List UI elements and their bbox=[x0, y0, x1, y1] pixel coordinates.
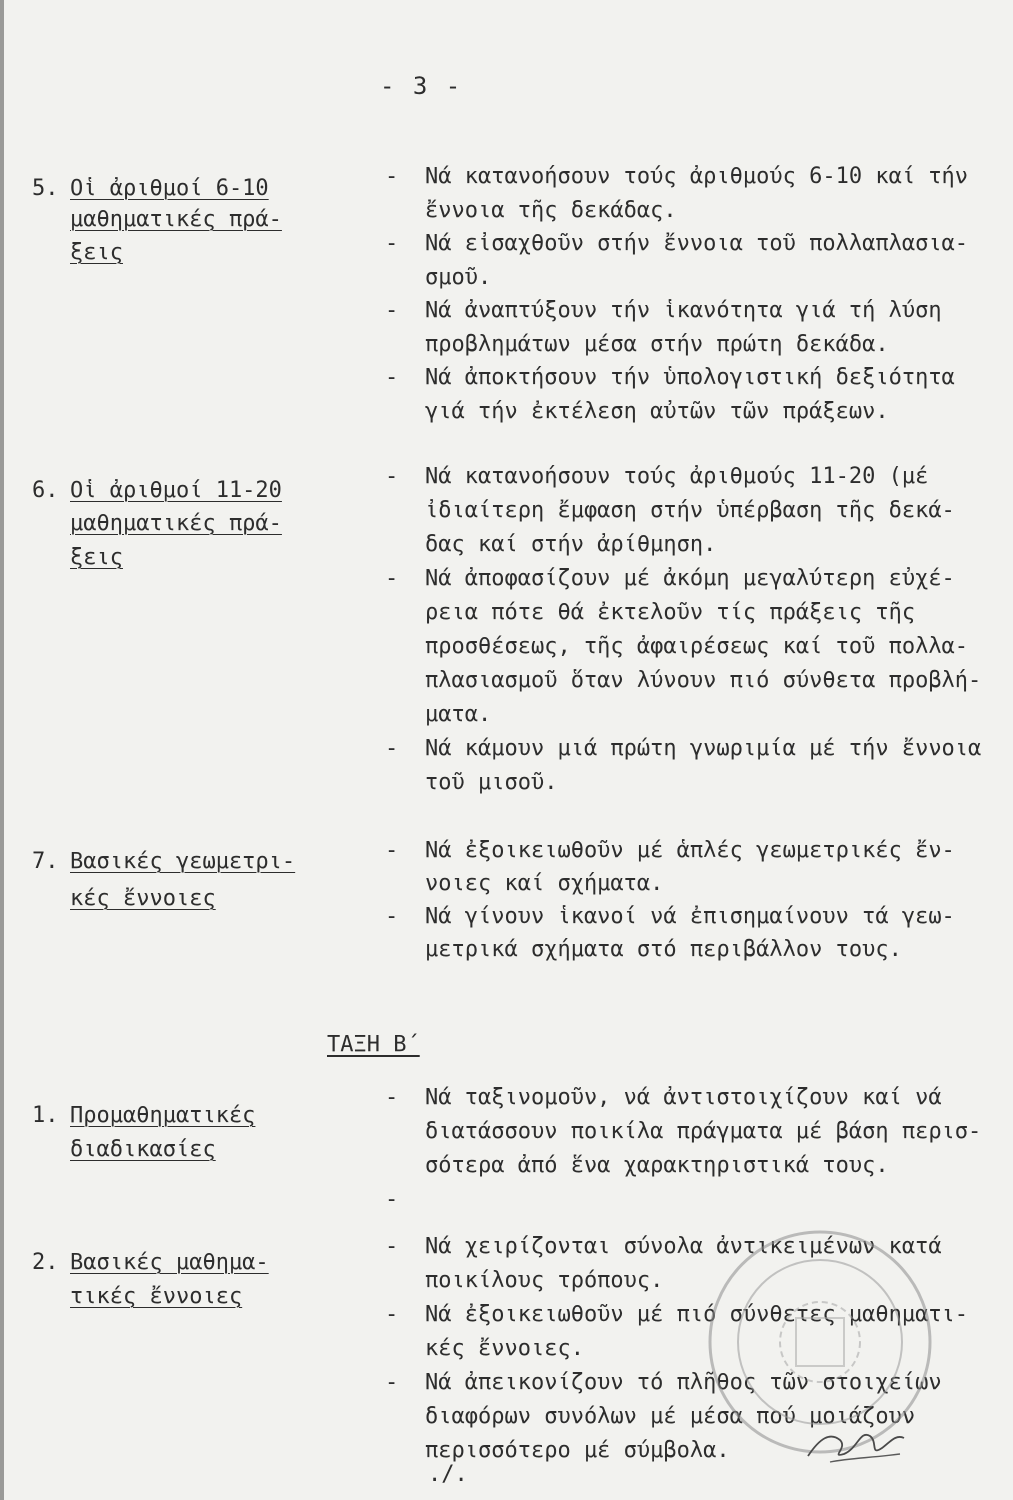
section-title-line: Προμαθηματικές bbox=[70, 1103, 256, 1128]
bullet-dash: - bbox=[385, 231, 399, 256]
bullet-dash: - bbox=[385, 1187, 399, 1212]
section-2-title bbox=[32, 1245, 332, 1314]
goal-line: περισσότερο μέ σύμβολα. bbox=[425, 1438, 730, 1463]
goal-line: Νά κατανοήσουν τούς ἀριθμούς 6-10 καί τήν bbox=[425, 164, 969, 189]
goal-line: προβλημάτων μέσα στήν πρώτη δεκάδα. bbox=[425, 331, 889, 357]
goal-line: ποικίλους τρόπους. bbox=[425, 1268, 664, 1293]
section-title-line: κές ἔννοιες bbox=[70, 886, 216, 911]
goal-line: μετρικά σχήματα στό περιβάλλον τους. bbox=[425, 937, 902, 962]
goal-line: ρεια πότε θά ἐκτελοῦν τίς πράξεις τῆς bbox=[425, 600, 916, 625]
goal-line: διαφόρων συνόλων μέ μέσα πού μοιάζουν bbox=[425, 1404, 916, 1429]
bullet-dash: - bbox=[385, 1234, 399, 1259]
goal-line: ἔννοια τῆς δεκάδας. bbox=[425, 197, 677, 223]
section-title-line: τικές ἔννοιες bbox=[70, 1284, 243, 1309]
goal-line: ματα. bbox=[425, 702, 492, 727]
section-1-goals bbox=[385, 1081, 1010, 1217]
section-title-line: ξεις bbox=[70, 545, 123, 570]
bullet-dash: - bbox=[385, 566, 399, 591]
section-number: 2. bbox=[32, 1250, 59, 1275]
section-title-line: Βασικές γεωμετρι- bbox=[70, 849, 296, 874]
bullet-dash: - bbox=[385, 164, 399, 189]
bullet-dash: - bbox=[385, 1085, 399, 1110]
section-7-goals bbox=[385, 834, 1010, 966]
section-5-goals bbox=[385, 160, 1010, 428]
goal-line: Νά ἀναπτύξουν τήν ἱκανότητα γιά τή λύση bbox=[425, 298, 942, 323]
section-number: 1. bbox=[32, 1103, 59, 1128]
section-title-line: Οἱ ἀριθμοί 6-10 bbox=[70, 176, 269, 201]
goal-line: κές ἔννοιες. bbox=[425, 1336, 584, 1361]
section-5-title bbox=[32, 174, 332, 270]
section-title-line: μαθηματικές πρά- bbox=[70, 207, 282, 232]
bullet-dash: - bbox=[385, 904, 399, 929]
goal-line: γιά τήν ἐκτέλεση αὐτῶν τῶν πράξεων. bbox=[425, 398, 889, 424]
bullet-dash: - bbox=[385, 736, 399, 761]
goal-line: σμοῦ. bbox=[425, 264, 492, 290]
goal-line: Νά ἐξοικειωθοῦν μέ πιό σύνθετες μαθηματι- bbox=[425, 1302, 969, 1327]
goal-line: διατάσσουν ποικίλα πράγματα μέ βάση περισ- bbox=[425, 1119, 982, 1144]
goal-line: Νά γίνουν ἱκανοί νά ἐπισημαίνουν τά γεω- bbox=[425, 904, 955, 929]
goal-line: Νά ταξινομοῦν, νά ἀντιστοιχίζουν καί νά bbox=[425, 1085, 942, 1110]
goal-line: Νά κάμουν μιά πρώτη γνωριμία μέ τήν ἔννοια bbox=[425, 736, 982, 761]
grade-heading: ΤΑΞΗ Β΄ bbox=[327, 1032, 420, 1057]
section-title-line: Βασικές μαθημα- bbox=[70, 1250, 269, 1275]
section-6-title bbox=[32, 474, 332, 575]
section-number: 6. bbox=[32, 478, 59, 503]
section-title-line: διαδικασίες bbox=[70, 1137, 216, 1162]
section-6-goals bbox=[385, 460, 1010, 800]
section-number: 5. bbox=[32, 176, 59, 201]
signature-icon bbox=[800, 1418, 910, 1468]
continuation-mark: ./. bbox=[428, 1462, 468, 1487]
goal-line: Νά χειρίζονται σύνολα ἀντικειμένων κατά bbox=[425, 1234, 942, 1259]
section-title-line: Οἱ ἀριθμοί 11-20 bbox=[70, 478, 282, 503]
goal-line: Νά κατανοήσουν τούς ἀριθμούς 11-20 (μέ bbox=[425, 464, 929, 489]
bullet-dash: - bbox=[385, 1302, 399, 1327]
section-1-title bbox=[32, 1098, 332, 1167]
goal-line: πλασιασμοῦ ὅταν λύνουν πιό σύνθετα προβλή- bbox=[425, 668, 982, 693]
bullet-dash: - bbox=[385, 464, 399, 489]
goal-line: Νά ἀποφασίζουν μέ ἀκόμη μεγαλύτερη εὐχέ- bbox=[425, 566, 955, 591]
bullet-dash: - bbox=[385, 298, 399, 323]
goal-line: νοιες καί σχήματα. bbox=[425, 871, 664, 896]
goal-line: Νά εἰσαχθοῦν στήν ἔννοια τοῦ πολλαπλασια- bbox=[425, 231, 969, 256]
goal-line: Νά ἐξοικειωθοῦν μέ ἁπλές γεωμετρικές ἔν- bbox=[425, 838, 955, 863]
goal-line: τοῦ μισοῦ. bbox=[425, 770, 558, 795]
section-title-line: μαθηματικές πρά- bbox=[70, 511, 282, 536]
page-number: - 3 - bbox=[380, 72, 463, 100]
section-number: 7. bbox=[32, 849, 59, 874]
bullet-dash: - bbox=[385, 838, 399, 863]
goal-line: Νά ἀποκτήσουν τήν ὑπολογιστική δεξιότητα bbox=[425, 365, 955, 390]
goal-line: σότερα ἀπό ἕνα χαρακτηριστικά τους. bbox=[425, 1153, 889, 1178]
goal-line: Νά ἀπεικονίζουν τό πλῆθος τῶν στοιχείων bbox=[425, 1370, 942, 1395]
section-title-line: ξεις bbox=[70, 240, 123, 265]
page-edge-shadow bbox=[0, 0, 4, 1500]
section-7-title bbox=[32, 846, 332, 916]
bullet-dash: - bbox=[385, 365, 399, 390]
goal-line: προσθέσεως, τῆς ἀφαιρέσεως καί τοῦ πολλα- bbox=[425, 634, 969, 659]
goal-line: ἰδιαίτερη ἔμφαση στήν ὑπέρβαση τῆς δεκά- bbox=[425, 498, 955, 523]
goal-line: δας καί στήν ἀρίθμηση. bbox=[425, 532, 717, 557]
bullet-dash: - bbox=[385, 1370, 399, 1395]
